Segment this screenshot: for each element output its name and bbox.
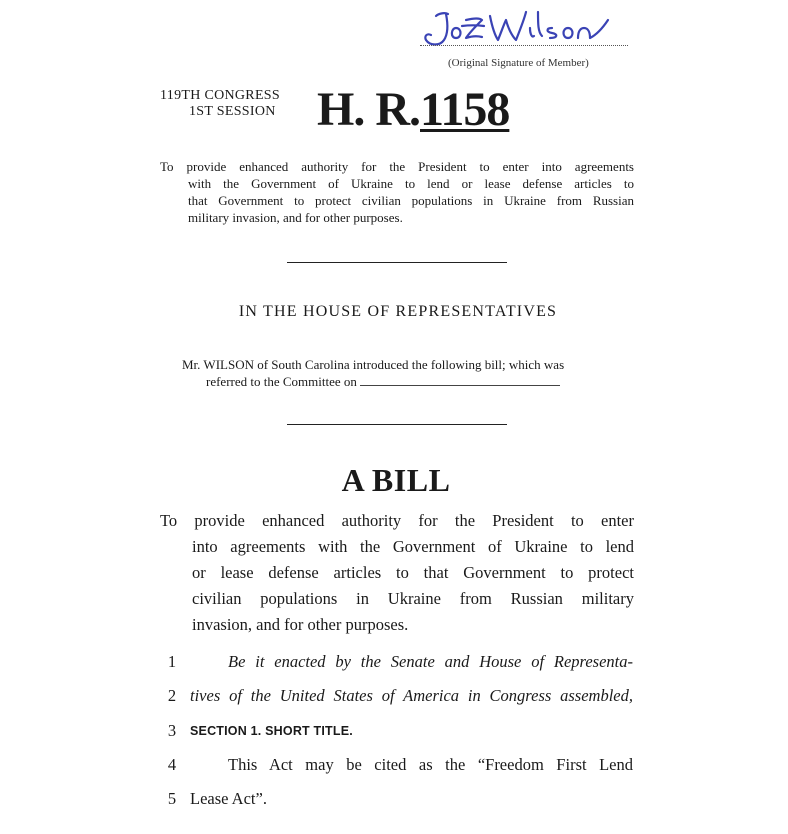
section-text-line: Lease Act”. (190, 789, 267, 808)
divider (287, 262, 507, 263)
line-number: 3 (167, 721, 177, 740)
introduction-line (182, 373, 632, 390)
congress-label: 119TH CONGRESS (160, 88, 280, 103)
long-title-line: into agreements with the Government of Ukraine to lend (192, 537, 634, 556)
short-title-line: with the Government of Ukraine to lend or lease defense articles to (188, 176, 634, 191)
long-title-line: invasion, and for other purposes. (192, 615, 409, 634)
long-title (160, 508, 634, 638)
short-title (160, 158, 634, 226)
bill-number-prefix: H. R. (317, 83, 420, 136)
session-label: 1ST SESSION (189, 104, 276, 119)
committee-blank (360, 385, 560, 386)
member-signature (418, 6, 628, 50)
signature-caption: (Original Signature of Member) (448, 57, 589, 69)
introduction (182, 356, 632, 390)
line-number: 2 (167, 686, 177, 705)
enacting-clause-line: Be it enacted by the Senate and House of Representa- (228, 652, 633, 671)
line-number: 5 (167, 789, 177, 808)
enacting-clause-line: tives of the United States of America in Congress assembled, (190, 686, 633, 705)
signature-drawing (418, 6, 628, 50)
line-number: 4 (167, 755, 177, 774)
chamber-heading: IN THE HOUSE OF REPRESENTATIVES (238, 303, 558, 320)
bill-heading: A BILL (341, 462, 451, 498)
bill-number-value: 1158 (420, 83, 510, 136)
long-title-line: civilian populations in Ukraine from Russian military (192, 589, 634, 608)
short-title-line: To provide enhanced authority for the President to enter into agreements (160, 159, 634, 174)
short-title-line: military invasion, and for other purposes. (188, 210, 403, 225)
short-title-line: that Government to protect civilian populations in Ukraine from Russian (188, 193, 634, 208)
divider (287, 424, 507, 425)
section-heading: SECTION 1. SHORT TITLE. (190, 724, 353, 738)
signature-line (420, 45, 628, 46)
long-title-line: or lease defense articles to that Government to protect (192, 563, 634, 582)
referral-text: referred to the Committee on (206, 374, 357, 389)
section-text-line: This Act may be cited as the “Freedom First Lend (228, 755, 633, 774)
long-title-line: To provide enhanced authority for the President to enter (160, 511, 634, 530)
line-number: 1 (167, 652, 177, 671)
bill-number (317, 84, 509, 136)
congress-session-block (160, 88, 280, 120)
introduction-line: Mr. WILSON of South Carolina introduced the following bill; which was (182, 357, 565, 372)
